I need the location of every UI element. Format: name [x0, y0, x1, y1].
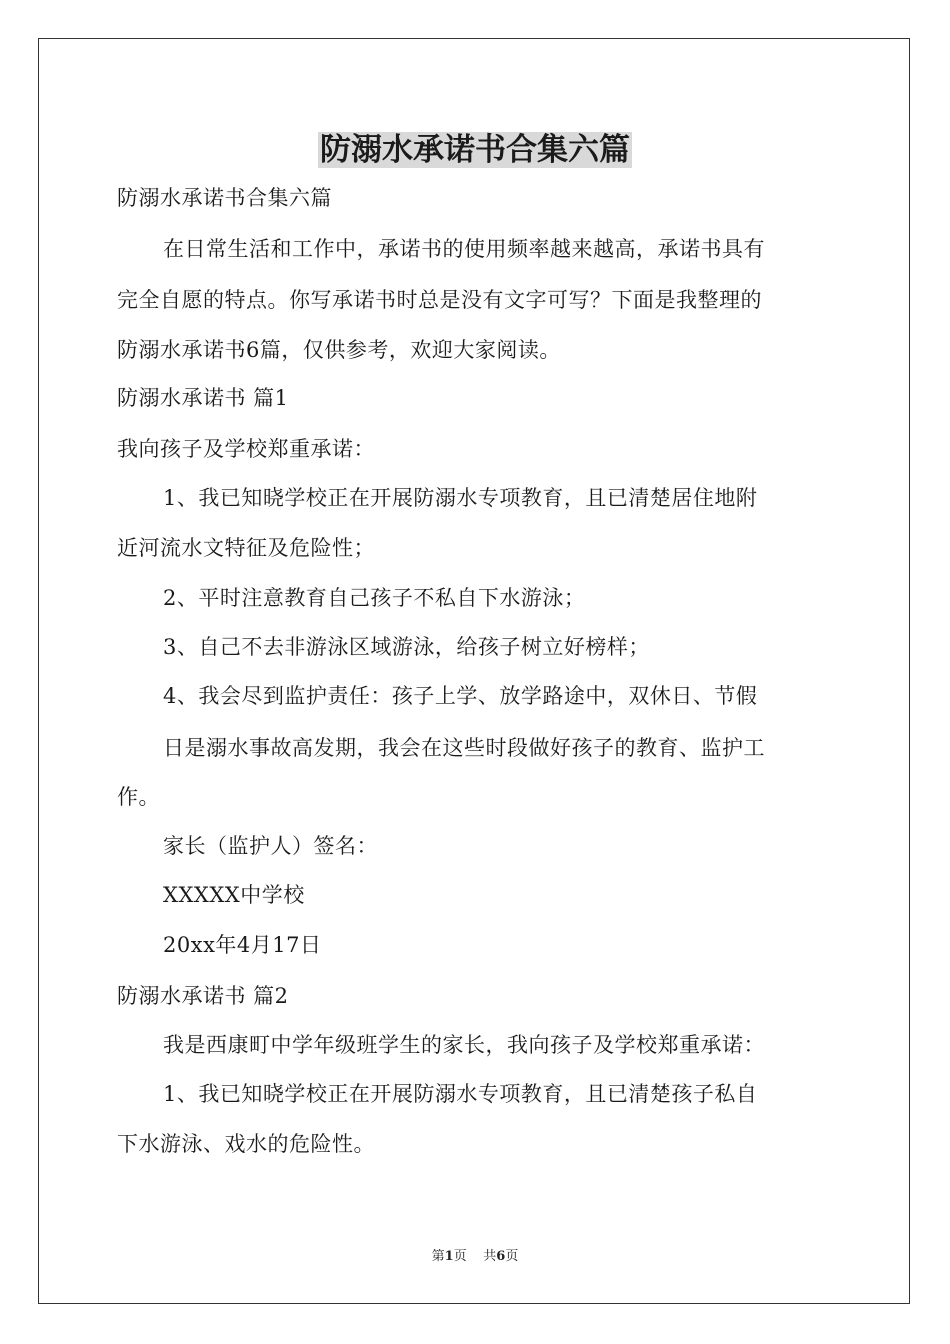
school-name: XXXXX中学校	[163, 883, 305, 907]
page-current: 1	[444, 1249, 454, 1264]
section-heading-1: 防溺水承诺书 篇1	[117, 386, 289, 410]
page-prefix: 第	[431, 1249, 445, 1264]
paragraph-line: 3、自己不去非游泳区域游泳，给孩子树立好榜样；	[163, 635, 650, 659]
paragraph-line: 完全自愿的特点。你写承诺书时总是没有文字可写？下面是我整理的	[117, 288, 762, 312]
date-line: 20xx年4月17日	[163, 933, 322, 957]
paragraph-line: 近河流水文特征及危险性；	[117, 536, 375, 560]
paragraph-line: 我是西康町中学年级班学生的家长，我向孩子及学校郑重承诺：	[163, 1033, 765, 1057]
subtitle-line: 防溺水承诺书合集六篇	[117, 186, 332, 210]
total-prefix: 共	[483, 1249, 497, 1264]
section-heading-2: 防溺水承诺书 篇2	[117, 984, 289, 1008]
paragraph-line: 1、我已知晓学校正在开展防溺水专项教育，且已清楚居住地附	[163, 486, 758, 510]
paragraph-line: 我向孩子及学校郑重承诺：	[117, 437, 375, 461]
paragraph-line: 下水游泳、戏水的危险性。	[117, 1132, 375, 1156]
page-border	[38, 38, 910, 1304]
paragraph-line: 防溺水承诺书6篇，仅供参考，欢迎大家阅读。	[117, 338, 561, 362]
paragraph-line: 作。	[117, 785, 160, 809]
paragraph-line: 1、我已知晓学校正在开展防溺水专项教育，且已清楚孩子私自	[163, 1082, 758, 1106]
document-title	[0, 128, 950, 172]
paragraph-line: 在日常生活和工作中，承诺书的使用频率越来越高，承诺书具有	[163, 237, 765, 261]
signature-label: 家长（监护人）签名：	[163, 834, 378, 858]
paragraph-line: 2、平时注意教育自己孩子不私自下水游泳；	[163, 586, 586, 610]
page-footer	[0, 1248, 950, 1266]
page-total: 6	[496, 1249, 506, 1264]
page-suffix: 页	[453, 1249, 467, 1264]
document-title-text: 防溺水承诺书合集六篇	[320, 132, 630, 168]
total-suffix: 页	[505, 1249, 519, 1264]
paragraph-line: 4、我会尽到监护责任：孩子上学、放学路途中，双休日、节假	[163, 684, 758, 708]
paragraph-line: 日是溺水事故高发期，我会在这些时段做好孩子的教育、监护工	[163, 736, 765, 760]
